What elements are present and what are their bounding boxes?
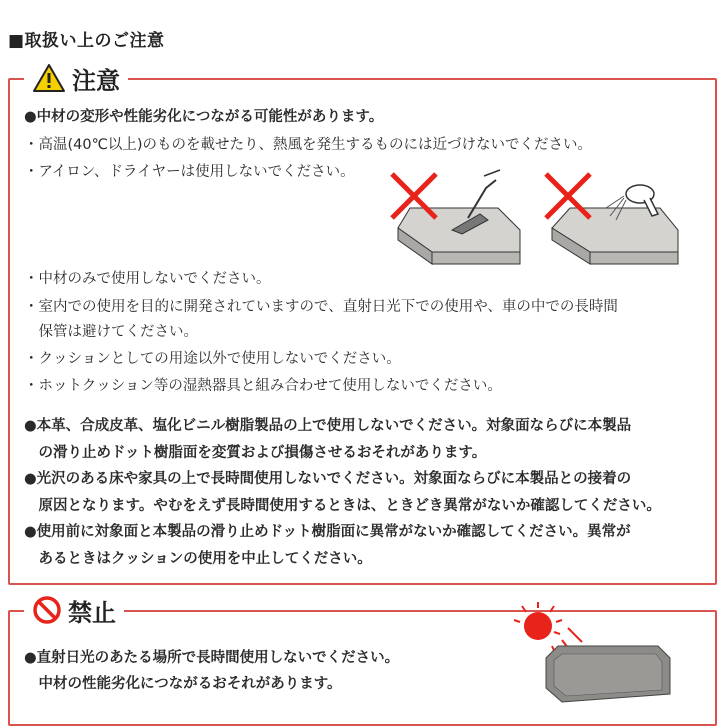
- caution-line-10: の滑り止めドット樹脂面を変質および損傷させるおそれがあります。: [24, 445, 487, 461]
- caution-line-13: ●使用前に対象面と本製品の滑り止めドット樹脂面に異常がないか確認してください。異常が: [24, 524, 631, 540]
- caution-line-3: ・アイロン、ドライヤーは使用しないでください。: [24, 164, 355, 180]
- prohibit-line-1: ●直射日光のあたる場所で長時間使用しないでください。: [24, 650, 400, 666]
- caution-line-8: ・ホットクッション等の湿熱器具と組み合わせて使用しないでください。: [24, 378, 502, 394]
- caution-line-1: ●中材の変形や性能劣化につながる可能性があります。: [24, 109, 384, 125]
- caution-line-5: ・室内での使用を目的に開発されていますので、直射日光下での使用や、車の中での長時間: [24, 299, 618, 315]
- caution-line-12: 原因となります。やむをえず長時間使用するときは、ときどき異常がないか確認してください。: [24, 498, 661, 514]
- prohibited-icon: [32, 595, 62, 625]
- caution-line-2: ・高温(40℃以上)のものを載せたり、熱風を発生するものには近づけないでください。: [24, 137, 593, 153]
- caution-line-7: ・クッションとしての用途以外で使用しないでください。: [24, 351, 401, 367]
- caution-heading: 注意: [72, 66, 120, 95]
- caution-line-4: ・中材のみで使用しないでください。: [24, 271, 271, 287]
- prohibit-line-2: 中材の性能劣化につながるおそれがあります。: [24, 676, 342, 692]
- caution-line-9: ●本革、合成皮革、塩化ビニル樹脂製品の上で使用しないでください。対象面ならびに本製品: [24, 418, 632, 434]
- prohibit-heading: 禁止: [68, 598, 116, 627]
- dryer-cross-icon: [540, 168, 680, 268]
- warning-triangle-icon: [32, 63, 66, 93]
- caution-line-6: 保管は避けてください。: [24, 324, 198, 340]
- section-title: ■取扱い上のご注意: [8, 31, 165, 51]
- caution-line-14: あるときはクッションの使用を中止してください。: [24, 551, 372, 567]
- caution-line-11: ●光沢のある床や家具の上で長時間使用しないでください。対象面ならびに本製品との接着の: [24, 471, 632, 487]
- prohibit-header: [24, 592, 124, 628]
- iron-cross-icon: [388, 168, 528, 268]
- caution-header: [24, 60, 128, 96]
- sun-cushion-icon: [510, 598, 680, 710]
